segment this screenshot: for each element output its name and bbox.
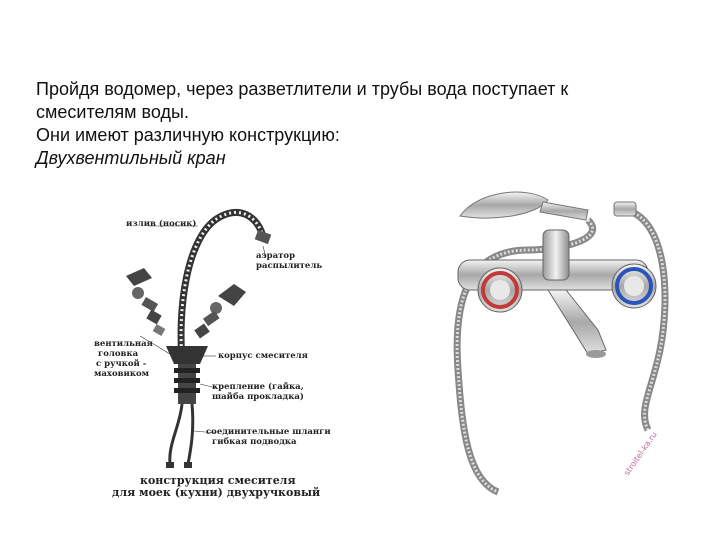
label-body: корпус смесителя: [218, 351, 308, 361]
caption-line-2: для моек (кухни) двухручковый: [112, 486, 321, 499]
mixer-photo: [438, 180, 683, 502]
label-fix-1: крепление (гайка,: [212, 382, 304, 392]
slide-text: [36, 78, 676, 170]
label-spout: излив (носик): [126, 219, 197, 229]
text-line-1: Пройдя водомер, через разветлители и трубы вода поступает к: [36, 79, 569, 99]
caption-line-1: конструкция смесителя: [140, 474, 296, 487]
label-valve-3: с ручкой -: [96, 359, 147, 369]
label-valve-2: головка: [98, 349, 139, 359]
text-line-3: Они имеют различную конструкцию:: [36, 125, 340, 145]
label-valve-4: маховиком: [94, 369, 150, 379]
text-line-2: смесителям воды.: [36, 102, 189, 122]
right-valve-parts: [194, 284, 246, 339]
faucet-diagram: [88, 196, 338, 506]
label-valve-1: вентильная: [94, 339, 153, 349]
label-hose-2: гибкая подводка: [212, 437, 297, 447]
label-hose-1: соединительные шланги: [206, 427, 331, 437]
left-valve-parts: [126, 268, 165, 336]
label-aerator-2: распылитель: [256, 261, 323, 271]
text-line-4-subtitle: Двухвентильный кран: [36, 148, 226, 168]
label-aerator-1: аэратор: [256, 251, 296, 261]
photo-watermark: stroitel-ka.ru: [622, 430, 659, 478]
label-fix-2: шайба прокладка): [212, 392, 304, 402]
